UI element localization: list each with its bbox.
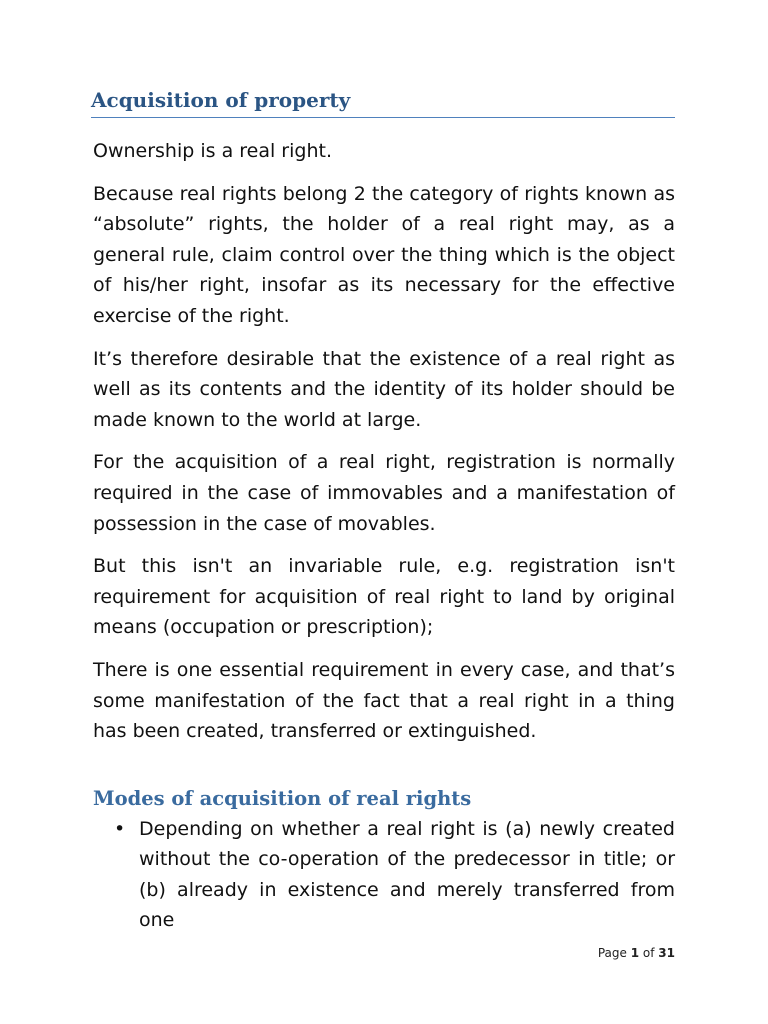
paragraph-ownership: Ownership is a real right. — [93, 140, 332, 162]
page-content — [93, 86, 675, 936]
paragraph-absolute-rights: Because real rights belong 2 the category of rights known as “absolute” rights, the holder of a real right may, as a general rule, claim control over the thing which is the object of his/her right, insofar as its necessary for the effective exercise of the right. — [93, 182, 675, 327]
paragraph-registration: For the acquisition of a real right, registration is normally required in the case of immovables and a manifestation of possession in the case of movables. — [93, 451, 675, 535]
total-pages-number: 31 — [658, 946, 675, 960]
bullet-list — [93, 814, 675, 936]
list-item-text: Depending on whether a real right is (a) newly created without the co-operation of the predecessor in title; or (b) already in existence and merely transferred from one — [139, 817, 675, 932]
section-heading: Modes of acquisition of real rights — [93, 786, 472, 810]
current-page-number: 1 — [630, 946, 640, 960]
list-item — [93, 814, 675, 936]
paragraph-exception: But this isn't an invariable rule, e.g. registration isn't requirement for acquisition of real right to land by original means (occupation or prescription); — [93, 555, 675, 639]
of-label: of — [642, 946, 655, 960]
paragraph-essential-requirement: There is one essential requirement in every case, and that’s some manifestation of the fact that a real right in a thing has been created, transferred or extinguished. — [93, 658, 675, 743]
paragraph-publicity: It’s therefore desirable that the existence of a real right as well as its contents and the identity of its holder should be made known to the world at large. — [93, 347, 675, 431]
bullet-icon: • — [114, 817, 126, 840]
page-label: Page — [597, 946, 627, 960]
document-title: Acquisition of property — [91, 86, 675, 118]
page-footer — [598, 946, 675, 960]
